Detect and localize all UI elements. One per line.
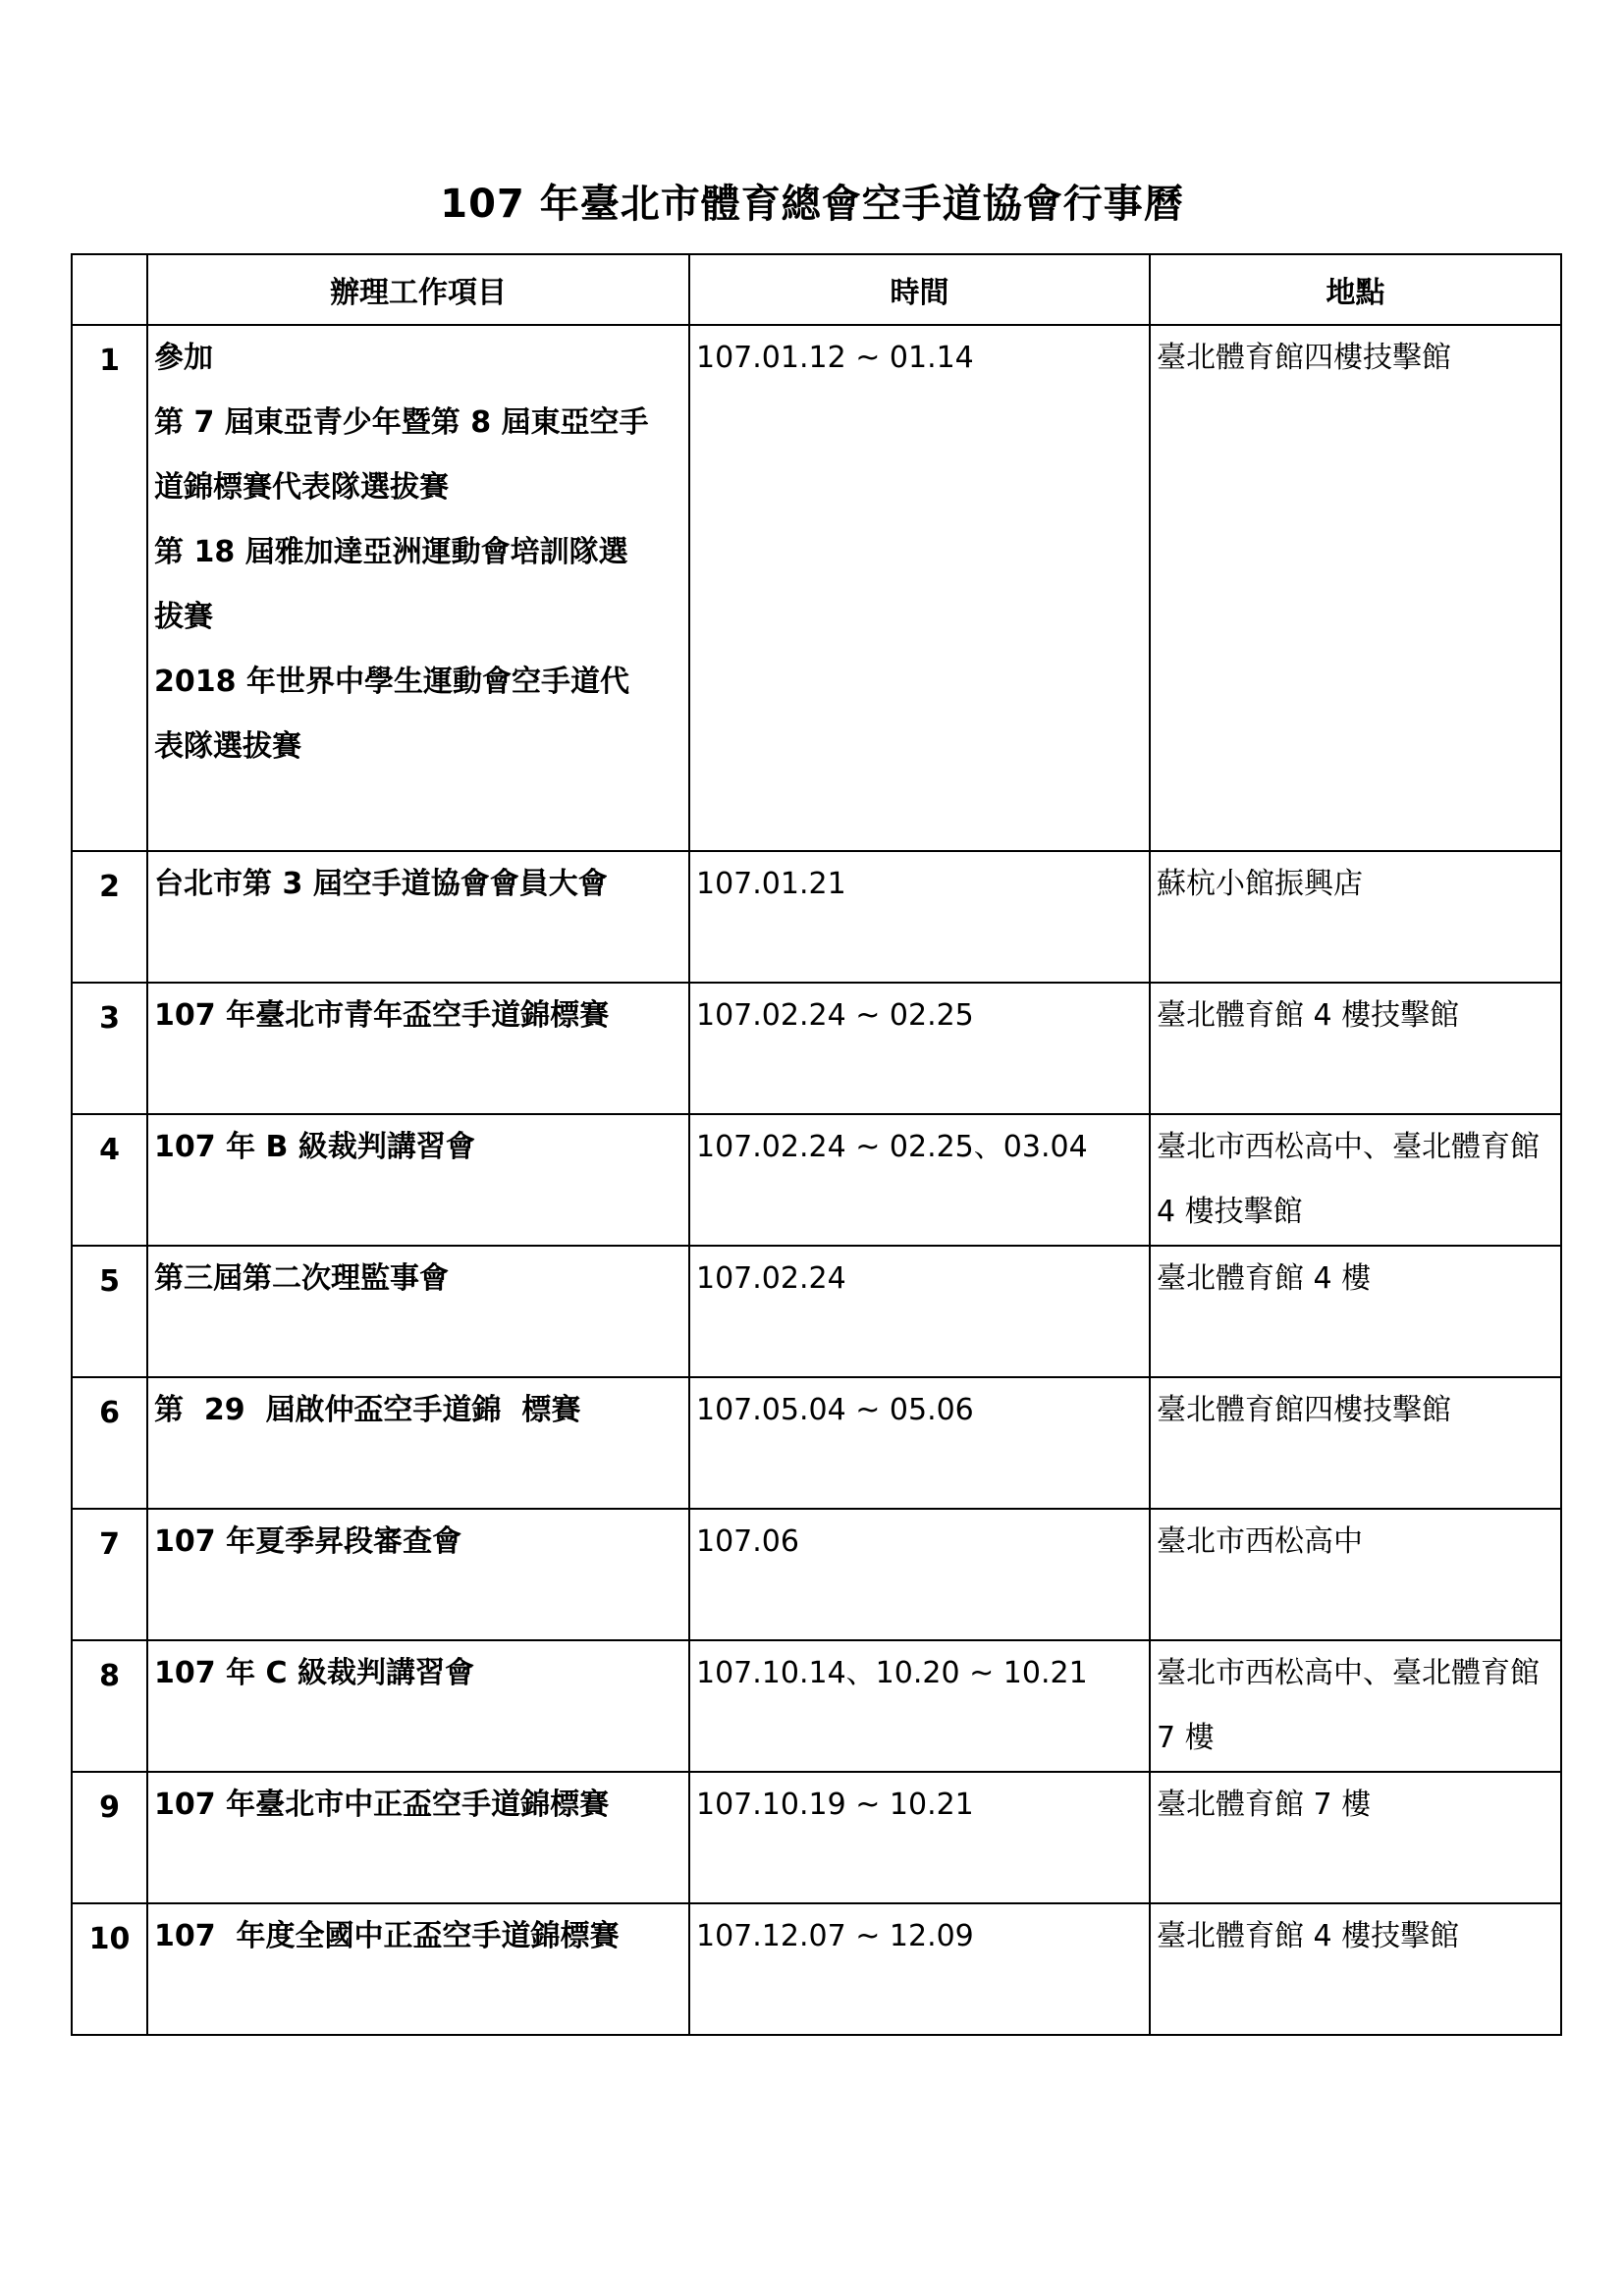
row-time: 107.02.24 ~ 02.25、03.04 <box>689 1114 1150 1246</box>
item-line: 第 29 屆啟仲盃空手道錦 標賽 <box>154 1393 581 1427</box>
row-time: 107.10.19 ~ 10.21 <box>689 1772 1150 1903</box>
row-number: 6 <box>72 1377 147 1509</box>
row-place: 臺北體育館 4 樓技擊館 <box>1150 1903 1561 2035</box>
row-time: 107.01.12 ~ 01.14 <box>689 325 1150 851</box>
table-row <box>72 1246 1561 1377</box>
item-line: 第三屆第二次理監事會 <box>154 1261 449 1296</box>
row-place: 蘇杭小館振興店 <box>1150 851 1561 983</box>
item-line: 台北市第 3 屆空手道協會會員大會 <box>154 867 608 901</box>
row-place: 臺北市西松高中 <box>1150 1509 1561 1640</box>
row-item <box>147 1509 689 1640</box>
row-item <box>147 1903 689 2035</box>
row-number: 3 <box>72 983 147 1114</box>
row-time: 107.01.21 <box>689 851 1150 983</box>
item-line: 參加 <box>154 341 213 375</box>
row-item <box>147 1114 689 1246</box>
table-row <box>72 851 1561 983</box>
row-item <box>147 325 689 851</box>
item-line: 107 年 B 級裁判講習會 <box>154 1130 475 1164</box>
item-line: 表隊選拔賽 <box>154 729 301 764</box>
header-time: 時間 <box>689 254 1150 325</box>
item-line: 第 18 屆雅加達亞洲運動會培訓隊選 <box>154 535 628 569</box>
row-place: 臺北體育館 4 樓 <box>1150 1246 1561 1377</box>
header-item: 辦理工作項目 <box>147 254 689 325</box>
item-line: 107 年 C 級裁判講習會 <box>154 1656 474 1690</box>
row-time: 107.05.04 ~ 05.06 <box>689 1377 1150 1509</box>
table-row <box>72 1114 1561 1246</box>
row-item <box>147 983 689 1114</box>
row-number: 4 <box>72 1114 147 1246</box>
calendar-table <box>71 253 1562 2036</box>
table-row <box>72 1509 1561 1640</box>
item-line: 107 年臺北市中正盃空手道錦標賽 <box>154 1788 610 1822</box>
row-number: 8 <box>72 1640 147 1772</box>
row-place: 臺北市西松高中、臺北體育館 7 樓 <box>1150 1640 1561 1772</box>
row-number: 10 <box>72 1903 147 2035</box>
row-place: 臺北體育館 7 樓 <box>1150 1772 1561 1903</box>
row-number: 7 <box>72 1509 147 1640</box>
row-time: 107.06 <box>689 1509 1150 1640</box>
row-number: 1 <box>72 325 147 851</box>
row-place: 臺北體育館四樓技擊館 <box>1150 1377 1561 1509</box>
header-place: 地點 <box>1150 254 1561 325</box>
row-place: 臺北體育館四樓技擊館 <box>1150 325 1561 851</box>
table-header-row <box>72 254 1561 325</box>
row-number: 2 <box>72 851 147 983</box>
row-time: 107.02.24 <box>689 1246 1150 1377</box>
page-title: 107 年臺北市體育總會空手道協會行事曆 <box>440 182 1184 227</box>
row-number: 9 <box>72 1772 147 1903</box>
row-time: 107.10.14、10.20 ~ 10.21 <box>689 1640 1150 1772</box>
row-item <box>147 1640 689 1772</box>
table-row <box>72 1903 1561 2035</box>
item-line: 道錦標賽代表隊選拔賽 <box>154 470 449 505</box>
item-line: 第 7 屆東亞青少年暨第 8 屆東亞空手 <box>154 405 649 440</box>
row-item <box>147 1772 689 1903</box>
row-place: 臺北市西松高中、臺北體育館 4 樓技擊館 <box>1150 1114 1561 1246</box>
table-row <box>72 983 1561 1114</box>
table-row <box>72 1377 1561 1509</box>
item-line: 107 年夏季昇段審查會 <box>154 1524 462 1559</box>
row-item <box>147 1377 689 1509</box>
header-no <box>72 254 147 325</box>
table-row <box>72 325 1561 851</box>
item-line: 拔賽 <box>154 600 213 634</box>
item-line: 107 年度全國中正盃空手道錦標賽 <box>154 1919 620 1953</box>
row-time: 107.12.07 ~ 12.09 <box>689 1903 1150 2035</box>
item-line: 107 年臺北市青年盃空手道錦標賽 <box>154 998 610 1033</box>
row-place: 臺北體育館 4 樓技擊館 <box>1150 983 1561 1114</box>
table-row <box>72 1640 1561 1772</box>
item-line: 2018 年世界中學生運動會空手道代 <box>154 665 629 699</box>
row-number: 5 <box>72 1246 147 1377</box>
table-row <box>72 1772 1561 1903</box>
row-time: 107.02.24 ~ 02.25 <box>689 983 1150 1114</box>
row-item <box>147 851 689 983</box>
row-item <box>147 1246 689 1377</box>
